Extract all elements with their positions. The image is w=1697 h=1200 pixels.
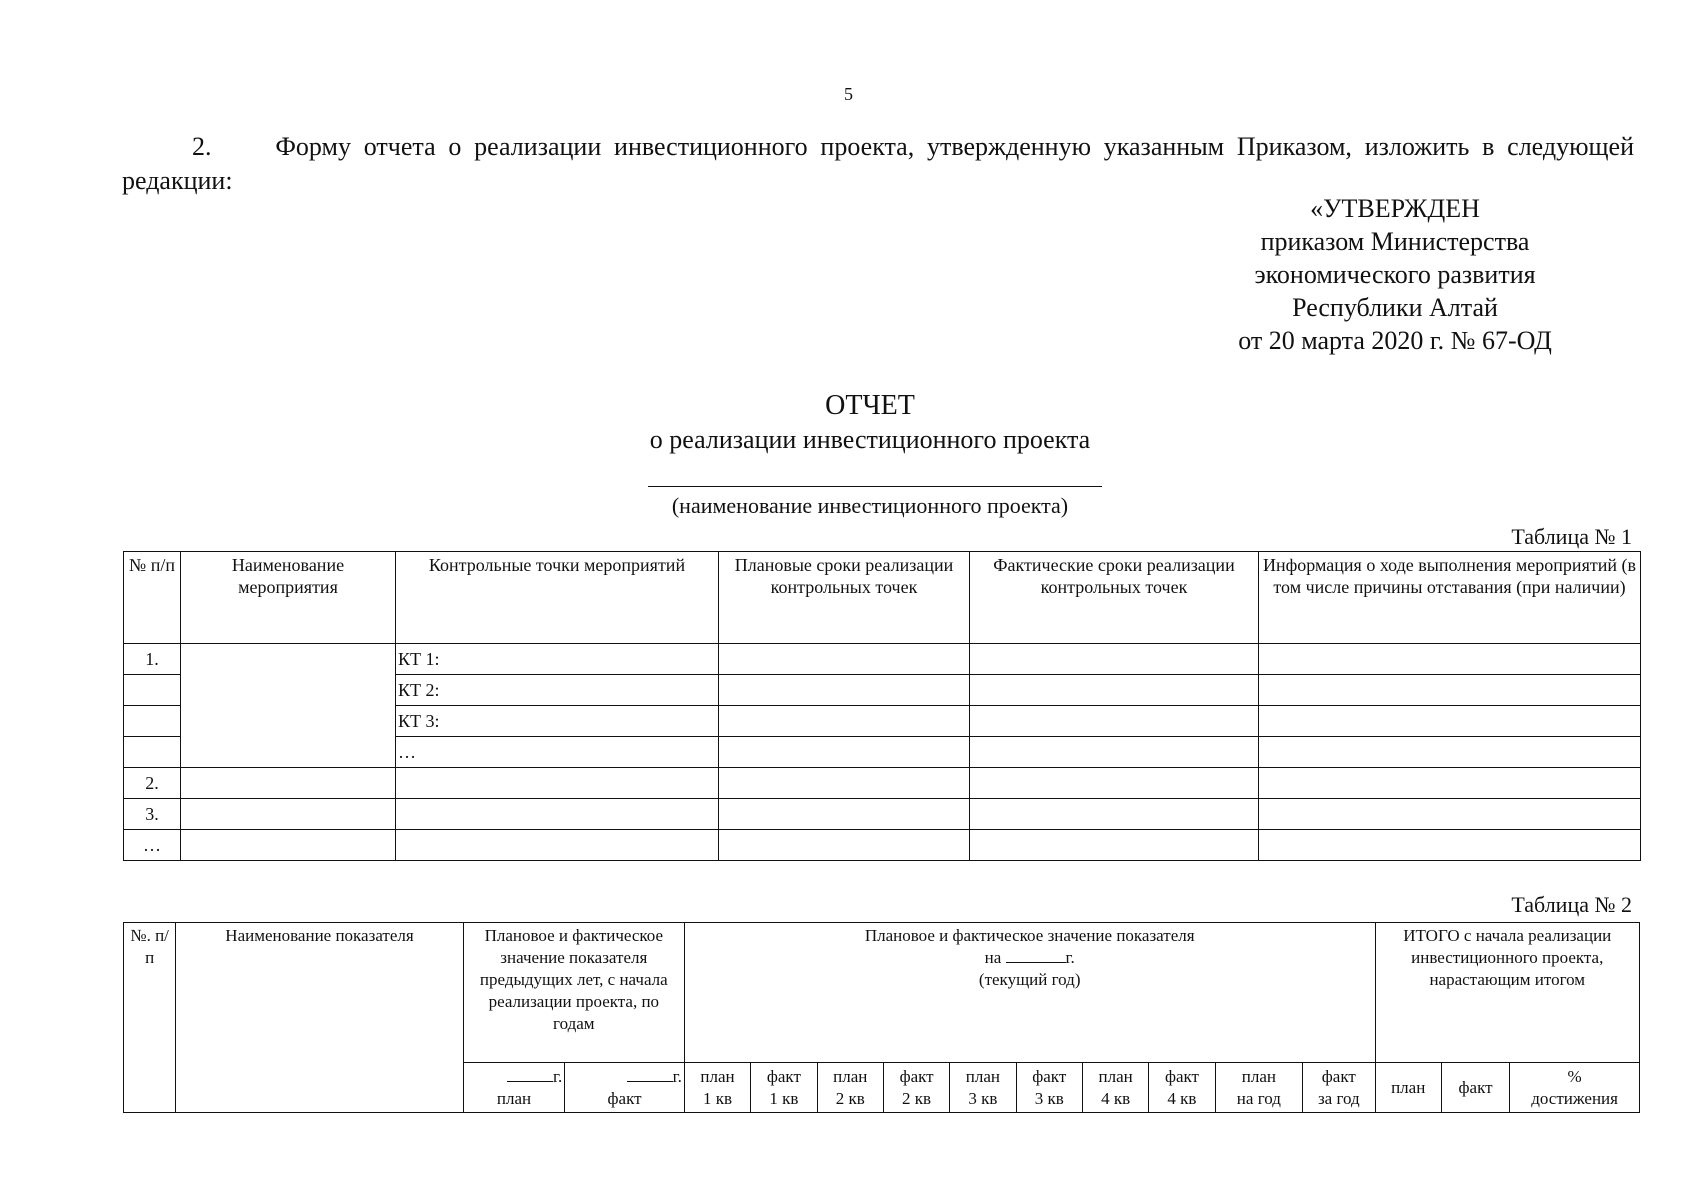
control-point: КТ 1: bbox=[396, 644, 719, 675]
project-name-caption: (наименование инвестиционного проекта) bbox=[671, 493, 1069, 518]
row-number bbox=[124, 737, 181, 768]
cell bbox=[719, 675, 970, 706]
q4-fact-header: факт 4 кв bbox=[1149, 1063, 1215, 1113]
header-current-year bbox=[684, 923, 1375, 1063]
q3-plan-header: план 3 кв bbox=[950, 1063, 1016, 1113]
row-number: 2. bbox=[124, 768, 181, 799]
header-total: ИТОГО с начала реализации инвестиционного проекта, нарастающим итогом bbox=[1375, 923, 1639, 1063]
year-plan-header: план на год bbox=[1215, 1063, 1302, 1113]
cell bbox=[719, 706, 970, 737]
cell bbox=[719, 768, 970, 799]
q4-plan-header: план 4 кв bbox=[1082, 1063, 1148, 1113]
cell bbox=[970, 737, 1259, 768]
approval-line: от 20 марта 2020 г. № 67-ОД bbox=[1238, 326, 1552, 355]
year-fact-header: факт за год bbox=[1303, 1063, 1375, 1113]
table2-header-row bbox=[124, 923, 1640, 1063]
approval-line: «УТВЕРЖДЕН bbox=[1310, 194, 1480, 223]
header-planned-dates: Плановые сроки реализации контрольных точек bbox=[719, 552, 970, 644]
table-row bbox=[124, 768, 1641, 799]
cell bbox=[970, 830, 1259, 861]
q1-plan-header: план 1 кв bbox=[684, 1063, 750, 1113]
header-previous-years: Плановое и фактическое значение показателя предыдущих лет, с начала реализации проекта, по годам bbox=[463, 923, 684, 1063]
project-name-line bbox=[648, 486, 1102, 487]
cell bbox=[181, 768, 396, 799]
approval-stamp bbox=[1180, 192, 1610, 357]
header-num: № п/п bbox=[124, 552, 181, 644]
table-row bbox=[124, 830, 1641, 861]
cell bbox=[396, 799, 719, 830]
header-activity-name: Наименование мероприятия bbox=[181, 552, 396, 644]
table-row bbox=[124, 799, 1641, 830]
table1-label: Таблица № 1 bbox=[1511, 524, 1632, 549]
total-fact-header: факт bbox=[1441, 1063, 1509, 1113]
table2-label: Таблица № 2 bbox=[1511, 892, 1632, 917]
total-plan-header: план bbox=[1375, 1063, 1441, 1113]
page-number: 5 bbox=[844, 84, 853, 104]
cell bbox=[1259, 799, 1641, 830]
paragraph-number: 2. bbox=[192, 132, 212, 161]
activity-name-cell bbox=[181, 644, 396, 768]
approval-line: Республики Алтай bbox=[1292, 293, 1498, 322]
control-point: … bbox=[396, 737, 719, 768]
row-number: … bbox=[124, 830, 181, 861]
cell bbox=[181, 830, 396, 861]
approval-line: экономического развития bbox=[1254, 260, 1536, 289]
control-point: КТ 3: bbox=[396, 706, 719, 737]
header-current-line3: (текущий год) bbox=[978, 970, 1081, 989]
prev-plan-header: г. план bbox=[463, 1063, 565, 1113]
paragraph-text: Форму отчета о реализации инвестиционного проекта, утвержденную указанным Приказом, изложить в следующей редакции: bbox=[122, 132, 1634, 195]
cell bbox=[970, 768, 1259, 799]
q2-plan-header: план 2 кв bbox=[817, 1063, 883, 1113]
row-number: 1. bbox=[124, 644, 181, 675]
header-indicator-name: Наименование показателя bbox=[176, 923, 463, 1113]
cell bbox=[970, 644, 1259, 675]
cell bbox=[1259, 644, 1641, 675]
total-pct-header: % достижения bbox=[1510, 1063, 1640, 1113]
cell bbox=[1259, 768, 1641, 799]
header-progress-info: Информация о ходе выполнения мероприятий (в том числе причины отставания (при наличии) bbox=[1259, 552, 1641, 644]
header-actual-dates: Фактические сроки реализации контрольных точек bbox=[970, 552, 1259, 644]
cell bbox=[970, 799, 1259, 830]
cell bbox=[396, 830, 719, 861]
row-number bbox=[124, 675, 181, 706]
cell bbox=[1259, 830, 1641, 861]
cell bbox=[719, 644, 970, 675]
control-point: КТ 2: bbox=[396, 675, 719, 706]
row-number: 3. bbox=[124, 799, 181, 830]
prev-fact-header: г. факт bbox=[565, 1063, 685, 1113]
cell bbox=[719, 799, 970, 830]
header-current-line1: Плановое и фактическое значение показателя bbox=[864, 926, 1195, 945]
header-control-points: Контрольные точки мероприятий bbox=[396, 552, 719, 644]
cell bbox=[1259, 706, 1641, 737]
report-title: ОТЧЕТ bbox=[825, 390, 915, 421]
report-subtitle: о реализации инвестиционного проекта bbox=[649, 425, 1091, 454]
q1-fact-header: факт 1 кв bbox=[751, 1063, 817, 1113]
cell bbox=[719, 737, 970, 768]
table-2 bbox=[123, 922, 1640, 1113]
header-num: №. п/п bbox=[124, 923, 176, 1113]
cell bbox=[719, 830, 970, 861]
paragraph-2 bbox=[122, 130, 1634, 198]
approval-line: приказом Министерства bbox=[1260, 227, 1530, 256]
table1-header-row bbox=[124, 552, 1641, 644]
q2-fact-header: факт 2 кв bbox=[883, 1063, 949, 1113]
q3-fact-header: факт 3 кв bbox=[1016, 1063, 1082, 1113]
cell bbox=[181, 799, 396, 830]
cell bbox=[396, 768, 719, 799]
table-1 bbox=[123, 551, 1641, 861]
header-current-line2: на г. bbox=[984, 948, 1075, 967]
table-row bbox=[124, 644, 1641, 675]
cell bbox=[970, 706, 1259, 737]
cell bbox=[1259, 737, 1641, 768]
cell bbox=[970, 675, 1259, 706]
row-number bbox=[124, 706, 181, 737]
cell bbox=[1259, 675, 1641, 706]
